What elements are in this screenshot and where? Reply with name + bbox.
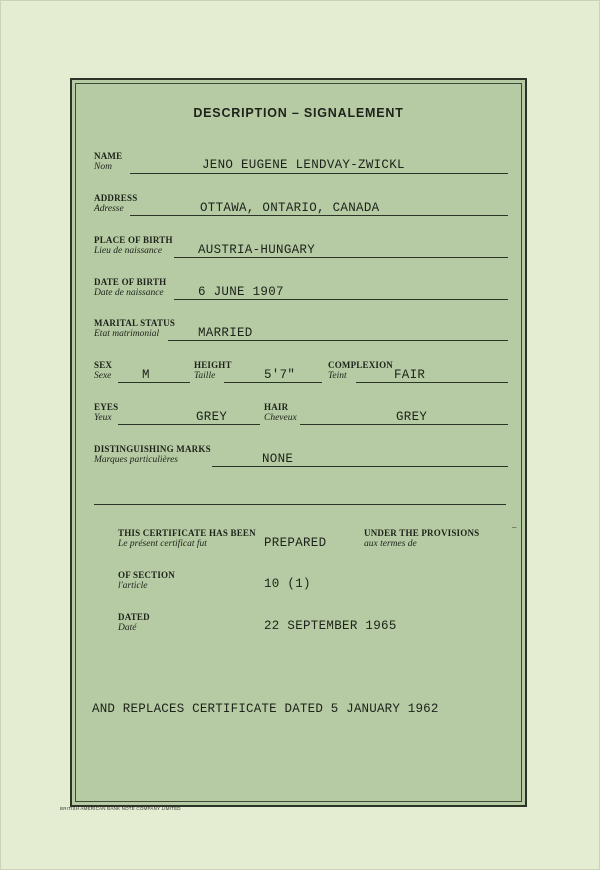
complexion-field xyxy=(328,360,393,382)
dated-label: DATED xyxy=(118,612,150,622)
hair-line xyxy=(300,424,508,425)
certificate-field xyxy=(118,528,256,550)
marital-label: MARITAL STATUS xyxy=(94,318,176,328)
complexion-value: FAIR xyxy=(394,368,426,382)
name-line xyxy=(130,173,508,174)
birthplace-line xyxy=(174,257,508,258)
dated-label-fr: Daté xyxy=(118,623,137,633)
birthplace-field xyxy=(94,235,173,257)
certificate-label: THIS CERTIFICATE HAS BEEN xyxy=(118,528,256,538)
sex-line xyxy=(118,382,190,383)
birthdate-label-fr: Date de naissance xyxy=(94,288,164,298)
section-label: OF SECTION xyxy=(118,570,175,580)
birthdate-field xyxy=(94,277,166,299)
marks-label-fr: Marques particulières xyxy=(94,455,178,465)
certificate-value: PREPARED xyxy=(264,536,327,550)
birthplace-label-fr: Lieu de naissance xyxy=(94,246,163,256)
certificate-label-fr: Le présent certificat fut xyxy=(118,539,207,549)
complexion-label: COMPLEXION xyxy=(328,360,393,370)
provisions-label-fr: aux termes de xyxy=(364,539,417,549)
sex-label: SEX xyxy=(94,360,113,370)
name-field xyxy=(94,151,122,173)
hair-label: HAIR xyxy=(264,402,289,412)
birthplace-value: AUSTRIA-HUNGARY xyxy=(198,243,316,257)
complexion-label-fr: Teint xyxy=(328,371,347,381)
provisions-label: UNDER THE PROVISIONS xyxy=(364,528,480,538)
height-label-fr: Taille xyxy=(194,371,216,381)
section-value: 10 (1) xyxy=(264,577,311,591)
replaces-text: AND REPLACES CERTIFICATE DATED 5 JANUARY 1962 xyxy=(92,702,439,716)
margin-tick: – xyxy=(512,522,517,532)
hair-field xyxy=(264,402,297,424)
dated-value: 22 SEPTEMBER 1965 xyxy=(264,619,397,633)
marital-field xyxy=(94,318,175,340)
address-value: OTTAWA, ONTARIO, CANADA xyxy=(200,201,380,215)
complexion-line xyxy=(356,382,508,383)
sex-field xyxy=(94,360,112,382)
marks-line xyxy=(212,466,508,467)
birthdate-label: DATE OF BIRTH xyxy=(94,277,167,287)
description-panel xyxy=(70,78,527,807)
height-line xyxy=(224,382,322,383)
section-field xyxy=(118,570,175,592)
name-label-fr: Nom xyxy=(94,162,112,172)
sex-label-fr: Sexe xyxy=(94,371,112,381)
marital-value: MARRIED xyxy=(198,326,253,340)
eyes-label-fr: Yeux xyxy=(94,413,112,423)
height-field xyxy=(194,360,232,382)
printer-imprint: BRITISH AMERICAN BANK NOTE COMPANY LIMITED xyxy=(60,806,181,811)
address-line xyxy=(130,215,508,216)
marital-line xyxy=(168,340,508,341)
birthdate-value: 6 JUNE 1907 xyxy=(198,285,284,299)
dated-field xyxy=(118,612,150,634)
name-label: NAME xyxy=(94,151,123,161)
section-label-fr: l'article xyxy=(118,581,148,591)
name-value: JENO EUGENE LENDVAY-ZWICKL xyxy=(202,158,405,172)
sex-value: M xyxy=(142,368,150,382)
address-label-fr: Adresse xyxy=(94,204,124,214)
hair-label-fr: Cheveux xyxy=(264,413,297,423)
marks-field xyxy=(94,444,211,466)
marital-label-fr: Etat matrimonial xyxy=(94,329,160,339)
eyes-value: GREY xyxy=(196,410,228,424)
eyes-line xyxy=(118,424,260,425)
address-label: ADDRESS xyxy=(94,193,138,203)
height-label: HEIGHT xyxy=(194,360,232,370)
height-value: 5'7" xyxy=(264,368,296,382)
separator-line xyxy=(94,504,506,505)
eyes-label: EYES xyxy=(94,402,119,412)
provisions-field xyxy=(364,528,479,550)
birthdate-line xyxy=(174,299,508,300)
page-title: DESCRIPTION – SIGNALEMENT xyxy=(193,106,404,120)
marks-value: NONE xyxy=(262,452,294,466)
birthplace-label: PLACE OF BIRTH xyxy=(94,235,173,245)
eyes-field xyxy=(94,402,118,424)
hair-value: GREY xyxy=(396,410,428,424)
address-field xyxy=(94,193,137,215)
marks-label: DISTINGUISHING MARKS xyxy=(94,444,211,454)
